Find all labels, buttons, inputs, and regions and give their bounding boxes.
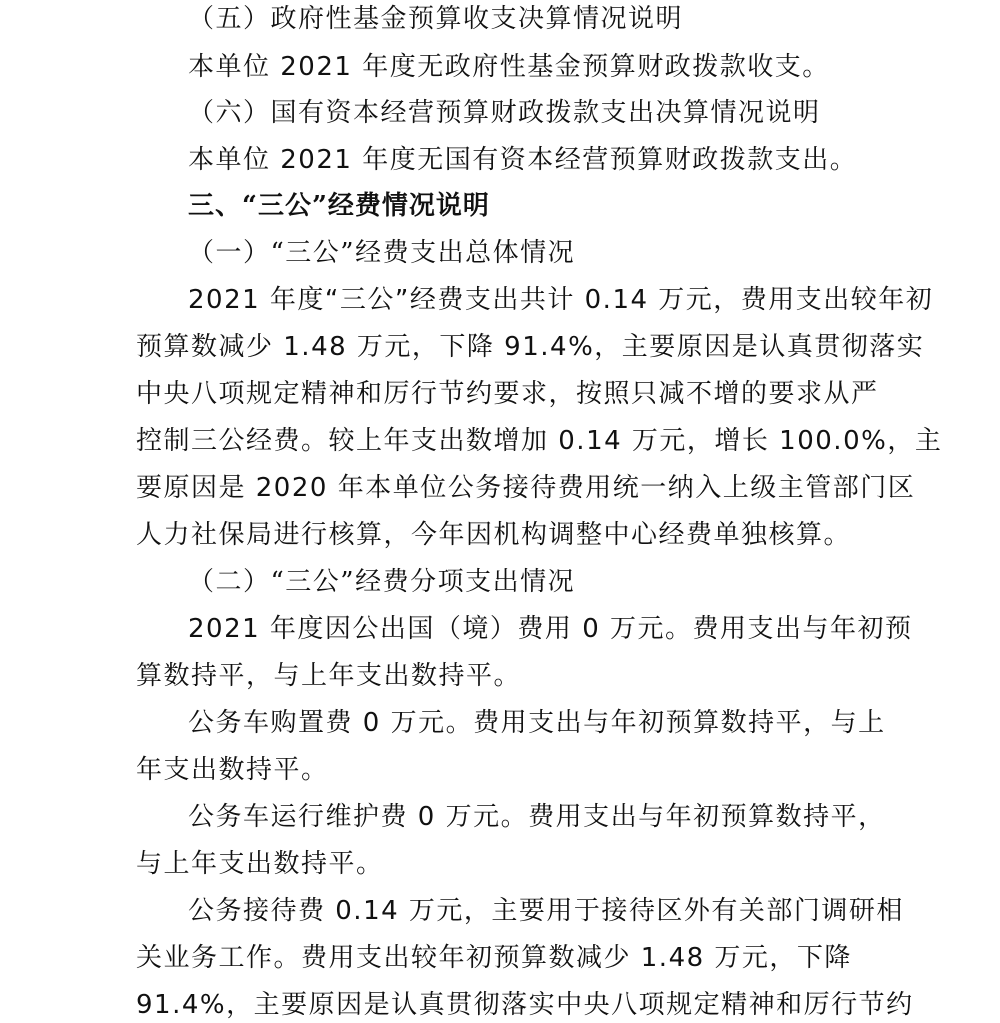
paragraph-line: 2021 年度因公出国（境）费用 0 万元。费用支出与年初预: [188, 614, 913, 644]
paragraph-line: 预算数减少 1.48 万元，下降 91.4%，主要原因是认真贯彻落实: [136, 332, 925, 362]
paragraph-line: 算数持平，与上年支出数持平。: [136, 661, 522, 691]
section-5-heading: （五）政府性基金预算收支决算情况说明: [188, 4, 684, 34]
subsection-1-heading: （一）“三公”经费支出总体情况: [188, 238, 576, 268]
section-5-body: 本单位 2021 年度无政府性基金预算财政拨款收支。: [188, 52, 830, 82]
subsection-2-heading: （二）“三公”经费分项支出情况: [188, 567, 576, 597]
paragraph-line: 关业务工作。费用支出较年初预算数减少 1.48 万元，下降: [136, 943, 852, 973]
paragraph-line: 人力社保局进行核算，今年因机构调整中心经费单独核算。: [136, 520, 852, 550]
paragraph-line: 公务车购置费 0 万元。费用支出与年初预算数持平，与上: [188, 708, 886, 738]
paragraph-line: 年支出数持平。: [136, 755, 329, 785]
section-6-heading: （六）国有资本经营预算财政拨款支出决算情况说明: [188, 98, 821, 128]
paragraph-line: 与上年支出数持平。: [136, 849, 384, 879]
section-3-title: 三、“三公”经费情况说明: [188, 191, 490, 221]
paragraph-line: 要原因是 2020 年本单位公务接待费用统一纳入上级主管部门区: [136, 473, 916, 503]
section-6-body: 本单位 2021 年度无国有资本经营预算财政拨款支出。: [188, 145, 858, 175]
paragraph-line: 91.4%，主要原因是认真贯彻落实中央八项规定精神和厉行节约: [136, 990, 914, 1020]
paragraph-line: 公务接待费 0.14 万元，主要用于接待区外有关部门调研相: [188, 896, 904, 926]
paragraph-line: 2021 年度“三公”经费支出共计 0.14 万元，费用支出较年初: [188, 285, 934, 315]
paragraph-line: 中央八项规定精神和厉行节约要求，按照只减不增的要求从严: [136, 379, 879, 409]
paragraph-line: 公务车运行维护费 0 万元。费用支出与年初预算数持平，: [188, 802, 886, 832]
paragraph-line: 控制三公经费。较上年支出数增加 0.14 万元，增长 100.0%，主: [136, 426, 943, 456]
